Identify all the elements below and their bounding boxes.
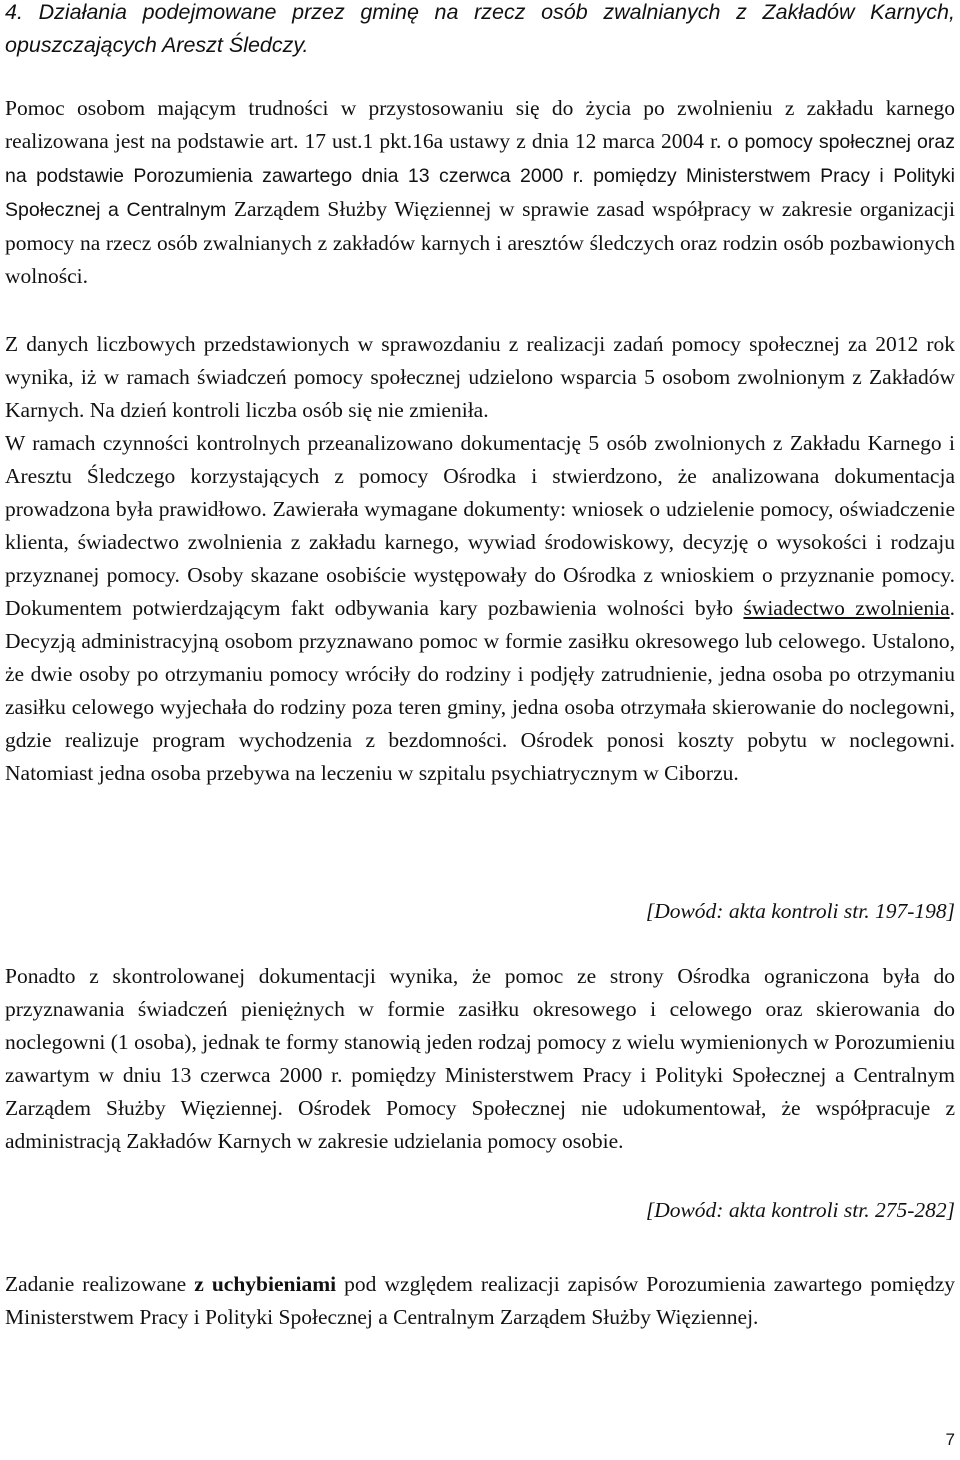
paragraph-text: Zarządem Służby Więziennej w sprawie zasad współpracy w zakresie organizacji pomocy na rzecz osób zwalnianych z zakładów karnych i aresztów śledczych oraz rodzin osób pozbawionych wolności.: [5, 197, 955, 288]
bold-term: z uchybieniami: [194, 1272, 337, 1296]
paragraph-findings: Ponadto z skontrolowanej dokumentacji wynika, że pomoc ze strony Ośrodka ograniczona była do przyznawania świadczeń pieniężnych w formie zasiłku okresowego i celowego oraz skierowania do noclegowni (1 osoba), jednak te formy stanowią jeden rodzaj pomocy z wielu wymienionych w Porozumieniu zawartym w dniu 13 czerwca 2000 r. pomiędzy Ministerstwem Pracy i Polityki Społecznej a Centralnym Zarządem Służby Więziennej. Ośrodek Pomocy Społecznej nie udokumentował, że współpracuje z administracją Zakładów Karnych w zakresie udzielania pomocy osobie.: [5, 964, 955, 1153]
underlined-term: świadectwo zwolnienia: [743, 596, 950, 620]
paragraph-inspection: [5, 427, 955, 790]
paragraph-text: . Decyzją administracyjną osobom przyznawano pomoc w formie zasiłku okresowego lub celowego. Ustalono, że dwie osoby po otrzymaniu pomocy wróciły do rodziny i podjęły zatrudnienie, jedna osoba po otrzymaniu zasiłku celowego wyjechała do rodziny poza teren gminy, jedna osoba otrzymała skierowanie do noclegowni, gdzie realizuje program wychodzenia z bezdomności. Ośrodek ponosi koszty pobytu w noclegowni. Natomiast jedna osoba przebywa na leczeniu w szpitalu psychiatrycznym w Ciborzu.: [5, 596, 955, 785]
paragraph-conclusion: [5, 1268, 955, 1334]
evidence-reference: [Dowód: akta kontroli str. 275-282]: [645, 1198, 955, 1222]
paragraph-text: pod względem realizacji zapisów Porozumienia zawartego pomiędzy Ministerstwem Pracy i Polityki Społecznej a Centralnym Zarządem Służby Więziennej.: [5, 1272, 955, 1329]
paragraph-text-sans: o pomocy społecznej oraz na podstawie Porozumienia zawartego dnia 13 czerwca 2000 r. pomiędzy Ministerstwem Pracy i Polityki Społecznej a Centralnym: [5, 131, 955, 221]
section-heading: 4. Działania podejmowane przez gminę na rzecz osób zwalnianych z Zakładów Karnych, opuszczających Areszt Śledczy.: [5, 0, 955, 57]
paragraph-text: W ramach czynności kontrolnych przeanalizowano dokumentację 5 osób zwolnionych z Zakładu Karnego i Aresztu Śledczego korzystających z pomocy Ośrodka i stwierdzono, że analizowana dokumentacja prowadzona była prawidłowo. Zawierała wymagane dokumenty: wniosek o udzielenie pomocy, oświadczenie klienta, świadectwo zwolnienia z zakładu karnego, wywiad środowiskowy, decyzję o wysokości i rodzaju przyznanej pomocy. Osoby skazane osobiście występowały do Ośrodka z wnioskiem o przyznanie pomocy. Dokumentem potwierdzającym fakt odbywania kary pozbawienia wolności było: [5, 431, 955, 620]
page-number: 7: [945, 1430, 955, 1449]
paragraph-text: Pomoc osobom mającym trudności w przystosowaniu się do życia po zwolnieniu z zakładu karnego realizowana jest na podstawie art. 17 ust.1 pkt.16a ustawy z dnia 12 marca 2004 r.: [5, 96, 955, 153]
evidence-reference: [Dowód: akta kontroli str. 197-198]: [645, 899, 955, 923]
paragraph-text: Zadanie realizowane: [5, 1272, 195, 1296]
paragraph-legal-basis: [5, 92, 955, 293]
paragraph-statistics: Z danych liczbowych przedstawionych w sprawozdaniu z realizacji zadań pomocy społecznej za 2012 rok wynika, iż w ramach świadczeń pomocy społecznej udzielono wsparcia 5 osobom zwolnionym z Zakładów Karnych. Na dzień kontroli liczba osób się nie zmieniła.: [5, 332, 955, 422]
